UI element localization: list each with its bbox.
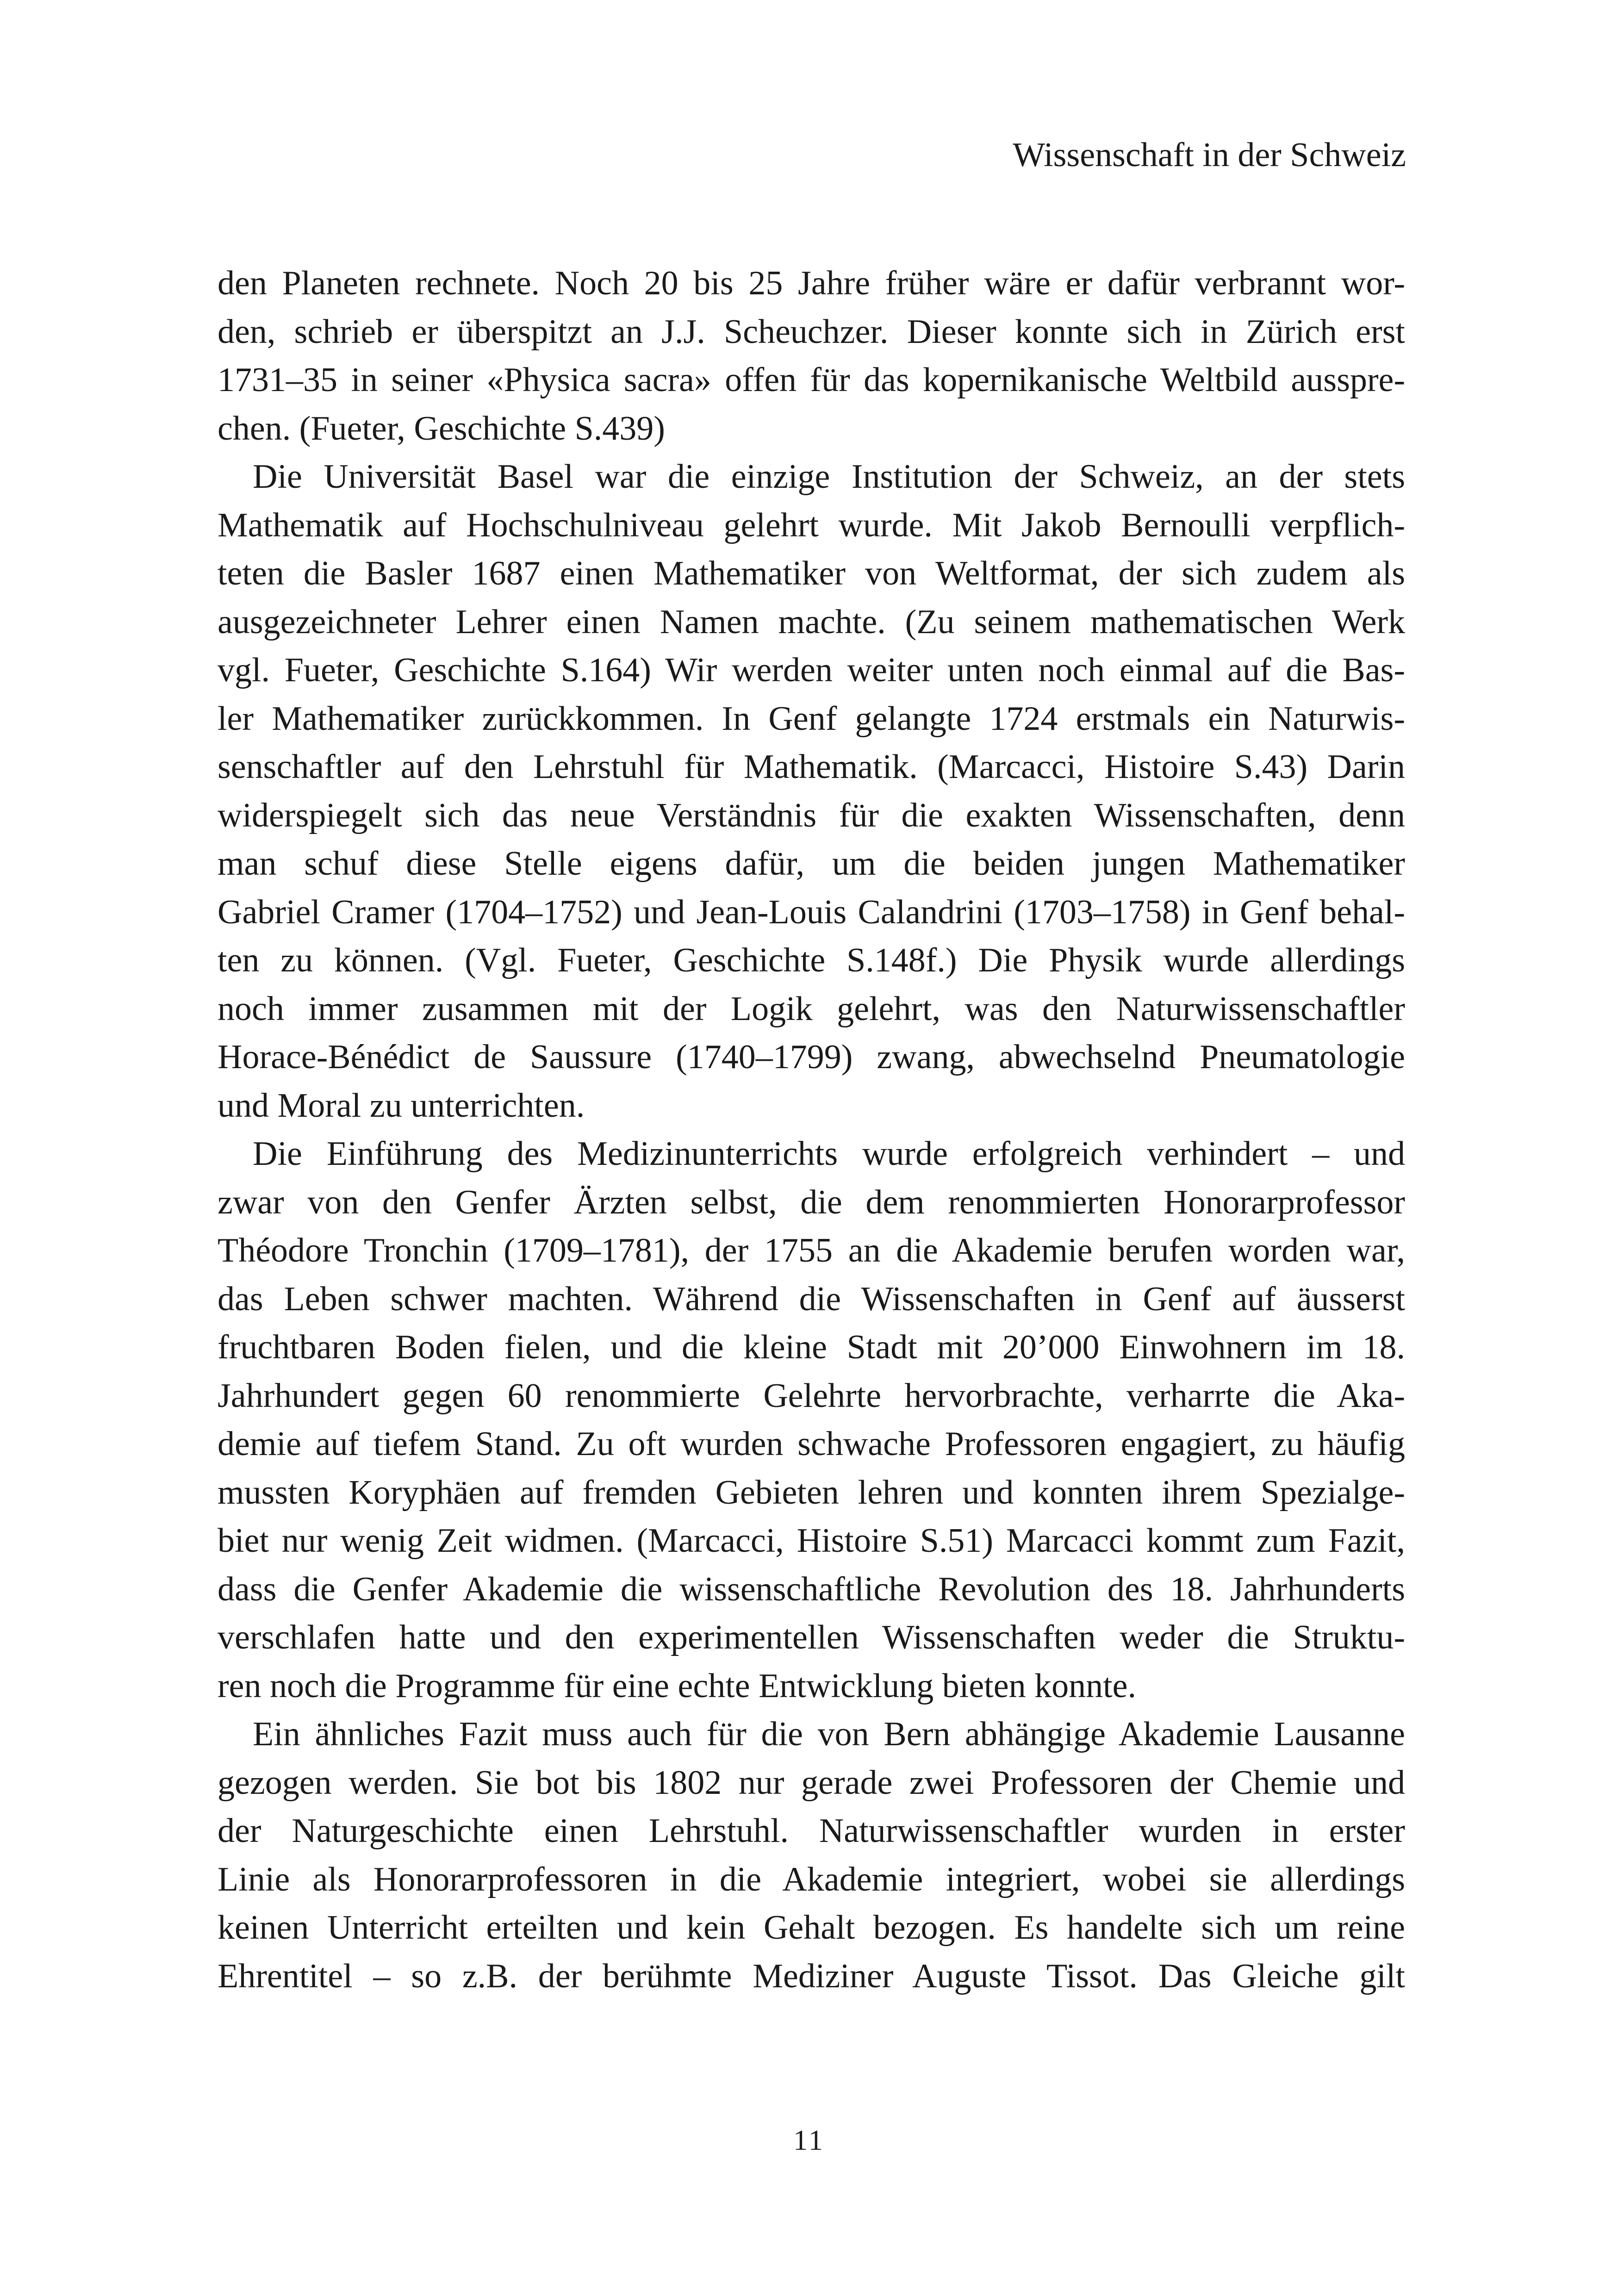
text-line: vgl. Fueter, Geschichte S.164) Wir werden weiter unten noch einmal auf die Bas-	[218, 651, 1405, 689]
page-number: 11	[793, 2125, 825, 2156]
text-line: das Leben schwer machten. Während die Wissenschaften in Genf auf äusserst	[218, 1280, 1405, 1318]
text-line: senschaftler auf den Lehrstuhl für Mathematik. (Marcacci, Histoire S.43) Darin	[218, 748, 1405, 786]
text-line: fruchtbaren Boden fielen, und die kleine Stadt mit 20’000 Einwohnern im 18.	[218, 1328, 1405, 1366]
text-line: der Naturgeschichte einen Lehrstuhl. Naturwissenschaftler wurden in erster	[218, 1812, 1405, 1850]
text-line: ren noch die Programme für eine echte Entwicklung bieten konnte.	[218, 1667, 1136, 1705]
text-line: Mathematik auf Hochschulniveau gelehrt wurde. Mit Jakob Bernoulli verpflich-	[218, 506, 1405, 544]
text-line: demie auf tiefem Stand. Zu oft wurden schwache Professoren engagiert, zu häufig	[218, 1425, 1405, 1463]
paragraph	[218, 453, 1405, 1130]
text-line: Linie als Honorarprofessoren in die Akademie integriert, wobei sie allerdings	[218, 1860, 1405, 1898]
text-line: teten die Basler 1687 einen Mathematiker von Weltformat, der sich zudem als	[218, 554, 1405, 592]
text-line: ausgezeichneter Lehrer einen Namen machte. (Zu seinem mathematischen Werk	[218, 603, 1405, 641]
text-line: dass die Genfer Akademie die wissenschaftliche Revolution des 18. Jahrhunderts	[218, 1570, 1405, 1608]
text-line: zwar von den Genfer Ärzten selbst, die dem renommierten Honorarprofessor	[218, 1183, 1405, 1221]
text-line: Théodore Tronchin (1709–1781), der 1755 an die Akademie berufen worden war,	[218, 1232, 1405, 1269]
text-line: keinen Unterricht erteilten und kein Gehalt bezogen. Es handelte sich um reine	[218, 1909, 1405, 1947]
paragraph	[218, 1130, 1405, 1710]
text-line: ler Mathematiker zurückkommen. In Genf gelangte 1724 erstmals ein Naturwis-	[218, 699, 1405, 738]
text-line: man schuf diese Stelle eigens dafür, um die beiden jungen Mathematiker	[218, 845, 1405, 883]
text-line: verschlafen hatte und den experimentellen Wissenschaften weder die Struktu-	[218, 1618, 1405, 1656]
text-line: und Moral zu unterrichten.	[218, 1086, 585, 1125]
text-line: Die Universität Basel war die einzige Institution der Schweiz, an der stets	[253, 458, 1405, 496]
text-line: Ehrentitel – so z.B. der berühmte Mediziner Auguste Tissot. Das Gleiche gilt	[218, 1957, 1405, 1995]
text-line: ten zu können. (Vgl. Fueter, Geschichte S.148f.) Die Physik wurde allerdings	[218, 941, 1405, 979]
paragraph	[218, 1710, 1405, 2000]
running-head: Wissenschaft in der Schweiz	[1013, 136, 1406, 174]
text-line: 1731–35 in seiner «Physica sacra» offen für das kopernikanische Weltbild ausspre-	[218, 361, 1405, 399]
text-line: noch immer zusammen mit der Logik gelehrt, was den Naturwissenschaftler	[218, 989, 1405, 1028]
text-line: Die Einführung des Medizinunterrichts wurde erfolgreich verhindert – und	[253, 1135, 1405, 1173]
text-line: den Planeten rechnete. Noch 20 bis 25 Jahre früher wäre er dafür verbrannt wor-	[218, 264, 1405, 302]
text-line: den, schrieb er überspitzt an J.J. Scheuchzer. Dieser konnte sich in Zürich erst	[218, 312, 1405, 351]
paragraph	[218, 259, 1405, 453]
text-line: widerspiegelt sich das neue Verständnis für die exakten Wissenschaften, denn	[218, 796, 1405, 834]
text-line: Ein ähnliches Fazit muss auch für die von Bern abhängige Akademie Lausanne	[253, 1715, 1405, 1753]
text-line: Jahrhundert gegen 60 renommierte Gelehrte hervorbrachte, verharrte die Aka-	[218, 1376, 1405, 1415]
body-text	[218, 259, 1405, 2000]
text-line: gezogen werden. Sie bot bis 1802 nur gerade zwei Professoren der Chemie und	[218, 1763, 1405, 1802]
text-line: mussten Koryphäen auf fremden Gebieten lehren und konnten ihrem Spezialge-	[218, 1473, 1405, 1512]
text-line: Horace-Bénédict de Saussure (1740–1799) zwang, abwechselnd Pneumatologie	[218, 1038, 1405, 1076]
text-line: chen. (Fueter, Geschichte S.439)	[218, 409, 665, 448]
text-line: Gabriel Cramer (1704–1752) und Jean-Louis Calandrini (1703–1758) in Genf behal-	[218, 893, 1405, 931]
text-line: biet nur wenig Zeit widmen. (Marcacci, Histoire S.51) Marcacci kommt zum Fazit,	[218, 1522, 1405, 1560]
